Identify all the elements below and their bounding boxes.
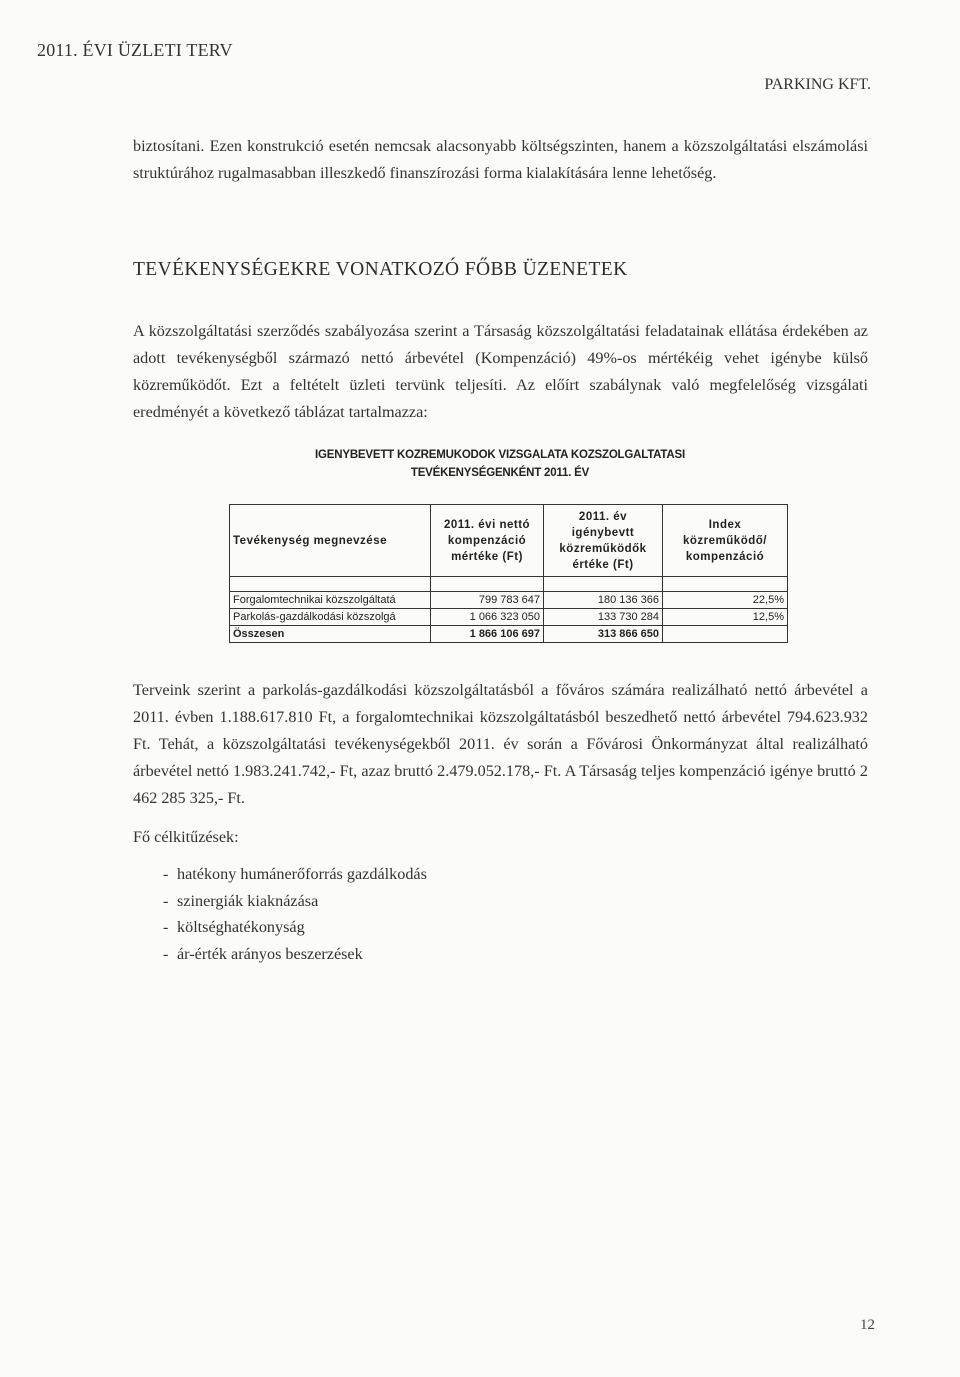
page-number: 12 [860,1317,875,1333]
section-heading: TEVÉKENYSÉGEKRE VONATKOZÓ FŐBB ÜZENETEK [133,259,628,280]
bullet-dash: - [163,918,169,936]
table-title-line1: IGENYBEVETT KOZREMUKODOK VIZSGALATA KOZSZOLGALTATASI [315,449,685,461]
plans-paragraph: Terveink szerint a parkolás-gazdálkodási közszolgáltatásból a főváros számára realizálható nettó árbevétel a 2011. évben 1.188.617.810 Ft, a forgalomtechnikai közszolgáltatásból beszedhető nettó árbevétel 794.623.932 Ft. Tehát, a közszolgáltatási tevékenységekből 2011. év során a Fővárosi Önkormányzat által realizálható árbevétel nettó 1.983.241.742,- Ft, azaz bruttó 2.479.052.178,- Ft. A Társaság teljes kompenzáció igénye bruttó 2 462 285 325,- Ft. [133,681,868,807]
row-name: Parkolás-gazdálkodási közszolgá [233,611,396,623]
goal-text: hatékony humánerőforrás gazdálkodás [177,865,427,883]
row-compensation: 1 066 323 050 [431,609,544,626]
total-compensation: 1 866 106 697 [431,626,544,643]
table-title-line2: TEVÉKENYSÉGENKÉNT 2011. ÉV [410,467,590,479]
header-contractor-value: 2011. év igénybevtt közreműködők értéke (Ft) [544,505,663,577]
goals-list [133,861,427,967]
total-label: Összesen [233,628,285,640]
goal-text: szinergiák kiaknázása [177,891,319,910]
goal-text: ár-érték arányos beszerzések [177,944,363,963]
header-net-compensation: 2011. évi nettó kompenzáció mértéke (Ft) [431,505,544,577]
table-row [230,609,788,626]
bullet-dash: - [163,891,169,910]
compensation-table [229,504,788,643]
bullet-dash: - [163,944,169,963]
row-contractor-value: 133 730 284 [544,609,663,626]
table-row [230,592,788,609]
bullet-dash: - [163,865,169,883]
total-contractor-value: 313 866 650 [544,626,663,643]
section-paragraph: A közszolgáltatási szerződés szabályozása szerint a Társaság közszolgáltatási feladatainak ellátása érdekében az adott tevékenységből származó nettó árbevétel (Kompenzáció) 49%-os mértékéig vehet igénybe külső közreműködőt. Ezt a feltételt üzleti tervünk teljesíti. Az előírt szabálynak való megfelelőség vizsgálati eredményét a következő táblázat tartalmazza: [133,322,868,421]
list-item [133,861,427,888]
list-item [133,888,427,915]
row-name: Forgalomtechnikai közszolgáltatá [233,594,396,606]
intro-paragraph: biztosítani. Ezen konstrukció esetén nemcsak alacsonyabb költségszinten, hanem a közszolgáltatási elszámolási struktúrához rugalmasabban illeszkedő finanszírozási forma kialakítására lenne lehetőség. [133,137,868,182]
row-contractor-value: 180 136 366 [544,592,663,609]
row-compensation: 799 783 647 [431,592,544,609]
total-index [663,626,788,643]
row-index: 22,5% [663,592,788,609]
table-spacer-row [230,577,788,592]
list-item [133,941,427,968]
row-index: 12,5% [663,609,788,626]
document-header-title: 2011. ÉVI ÜZLETI TERV [37,40,233,60]
list-item [133,914,427,941]
goals-title: Fő célkitűzések: [133,828,239,846]
goal-text: költséghatékonyság [177,918,305,936]
header-index: Index közreműködő/ kompenzáció [663,505,788,577]
company-name: PARKING KFT. [764,76,871,93]
table-header-row [230,505,788,577]
table-total-row [230,626,788,643]
header-activity-name: Tevékenység megnevzése [230,505,431,577]
